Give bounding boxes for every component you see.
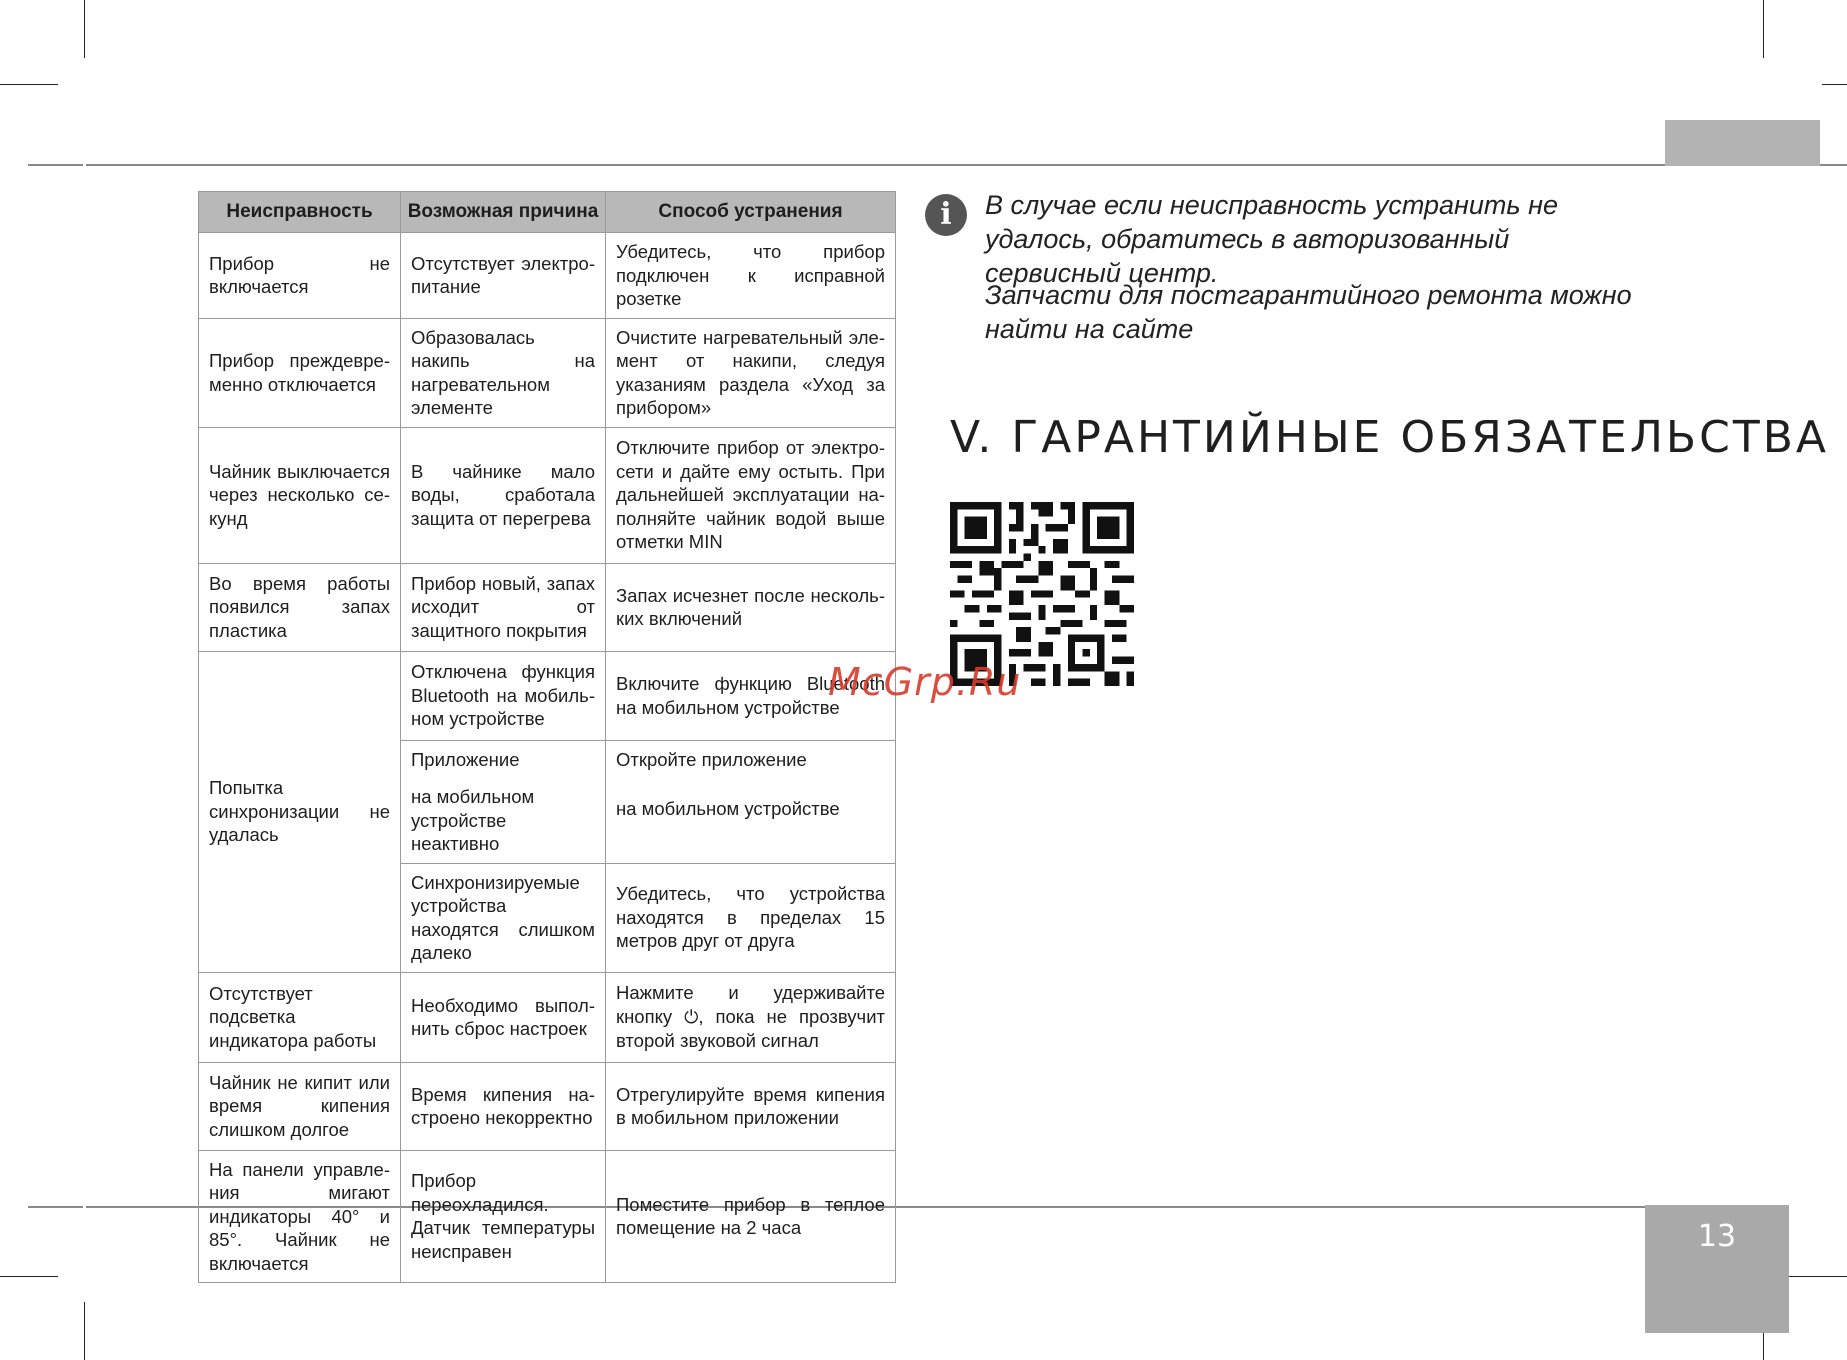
crop-mark (84, 1302, 85, 1360)
table-header-row (199, 192, 896, 233)
info-icon: i (925, 194, 967, 236)
crop-mark (1763, 0, 1764, 58)
solution-line: на мобильном устройстве (616, 798, 840, 819)
cause-cell: Время кипения настроено некорректно (401, 1062, 606, 1150)
solution-text: Нажмите и удерживайте кнопку (616, 982, 885, 1027)
top-rule (28, 164, 83, 166)
solution-line: Откройте приложение (616, 748, 807, 770)
table-row (199, 427, 896, 563)
solution-cell: Убедитесь, что прибор подключен к исправной розетке (606, 233, 896, 319)
top-rule (86, 164, 1847, 166)
cause-cell: В чайнике мало воды, сработала защита от перегрева (401, 427, 606, 563)
solution-cell: Очистите нагревательный элемент от накипи, следуя указаниям раздела «Уход за прибором» (606, 318, 896, 427)
column-header: Возможная причина (401, 192, 606, 233)
table-row (199, 563, 896, 651)
problem-cell: На панели управления мигают индикаторы 40° и 85°. Чайник не включается (199, 1150, 401, 1283)
service-note: В случае если неисправность устранить не удалось, обратитесь в авторизованный сервисный центр. (985, 190, 1558, 288)
table-row (199, 1062, 896, 1150)
header-tab (1665, 120, 1820, 166)
solution-cell: Отрегулируйте время кипения в мобильном приложении (606, 1062, 896, 1150)
solution-text: , пока не прозвучит второй звуковой сигнал (616, 1005, 885, 1052)
troubleshooting-table (198, 191, 896, 1283)
cause-cell: Прибор новый, запах исходит от защитного покрытия (401, 563, 606, 651)
page-number-box (1645, 1205, 1789, 1333)
cause-cell: Прибор переохладился. Датчик температуры неисправен (401, 1150, 606, 1283)
cause-cell: Отсутствует электропитание (401, 233, 606, 319)
parts-note: Запчасти для постгарантийного ремонта можно найти на сайте (985, 280, 1632, 344)
solution-cell (606, 740, 896, 863)
column-header: Неисправность (199, 192, 401, 233)
watermark: McGrp.Ru (828, 660, 1022, 704)
problem-cell: Прибор не включается (199, 233, 401, 319)
section-title: V. ГАРАНТИЙНЫЕ ОБЯЗАТЕЛЬСТВА (950, 412, 1829, 463)
table-row (199, 1150, 896, 1283)
solution-cell: Убедитесь, что устройства находятся в пределах 15 метров друг от друга (606, 863, 896, 972)
power-icon: ⏻ (684, 1006, 699, 1027)
solution-cell: Поместите прибор в теплое помещение на 2 часа (606, 1150, 896, 1283)
crop-mark (0, 84, 58, 85)
table-row (199, 972, 896, 1062)
table-row (199, 651, 896, 740)
problem-cell: Чайник не кипит или время кипения слишком долгое (199, 1062, 401, 1150)
page-number: 13 (1697, 1219, 1737, 1254)
problem-cell: Прибор преждевременно отключается (199, 318, 401, 427)
table-row (199, 233, 896, 319)
solution-cell: Включите функцию Bluetooth на мобильном устройстве (606, 651, 896, 740)
problem-cell: Попытка синхронизации не удалась (199, 651, 401, 972)
cause-cell: Отключена функция Bluetooth на мобильном устройстве (401, 651, 606, 740)
bottom-rule (28, 1206, 83, 1208)
solution-cell: Запах исчезнет после нескольких включений (606, 563, 896, 651)
problem-cell: Во время работы появился запах пластика (199, 563, 401, 651)
cause-cell (401, 740, 606, 863)
cause-cell: Синхронизируемые устройства находятся слишком далеко (401, 863, 606, 972)
qr-code[interactable] (950, 502, 1134, 686)
solution-cell: Отключите прибор от электросети и дайте ему остыть. При дальнейшей эксплуатации наполняйте чайник водой выше отметки MIN (606, 427, 896, 563)
crop-mark (1822, 84, 1847, 85)
solution-cell (606, 972, 896, 1062)
column-header: Способ устранения (606, 192, 896, 233)
cause-cell: Образовалась накипь на нагревательном элементе (401, 318, 606, 427)
crop-mark (84, 0, 85, 58)
crop-mark (1788, 1276, 1847, 1277)
cause-line: на мобильном устройстве неактивно (411, 786, 535, 854)
cause-line: Приложение (411, 748, 520, 770)
problem-cell: Отсутствует подсветка индикатора работы (199, 972, 401, 1062)
problem-cell: Чайник выключается через несколько секунд (199, 427, 401, 563)
crop-mark (0, 1276, 58, 1277)
cause-cell: Необходимо выполнить сброс настроек (401, 972, 606, 1062)
table-row (199, 318, 896, 427)
